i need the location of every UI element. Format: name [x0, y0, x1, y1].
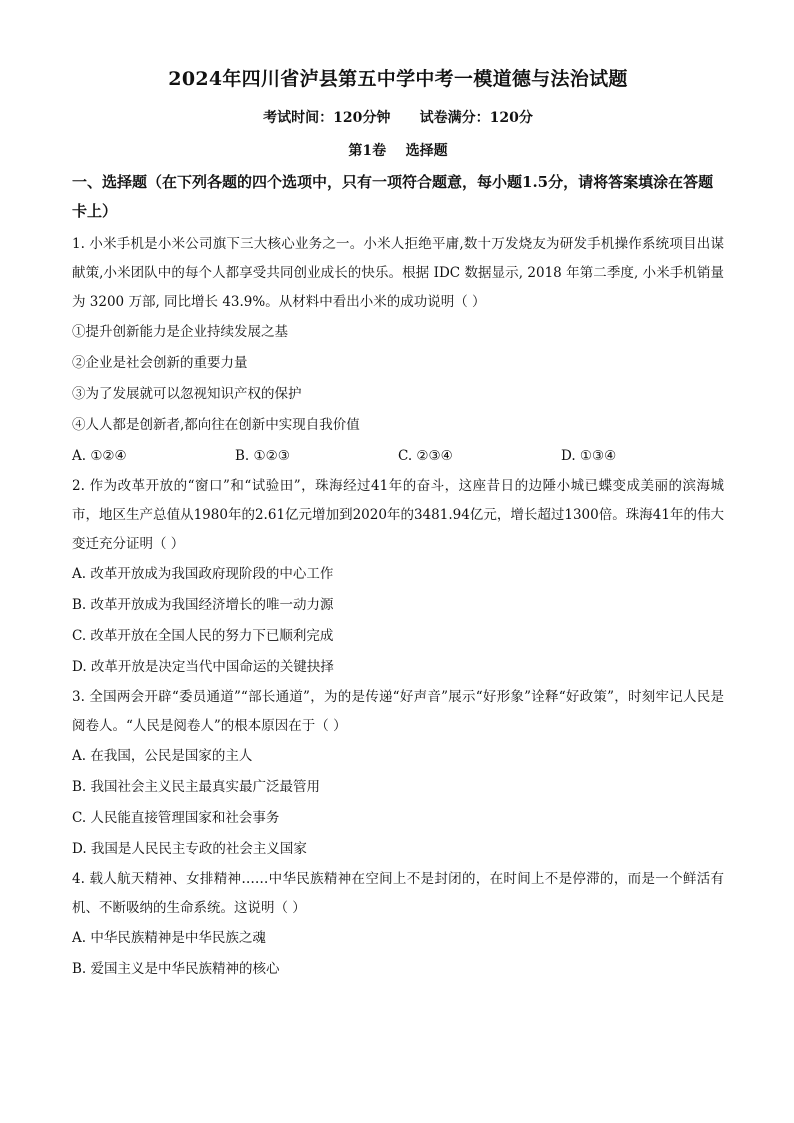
option-b: B. 改革开放成为我国经济增长的唯一动力源 — [72, 597, 334, 613]
question-stem: 2. 作为改革开放的“窗口”和“试验田”，珠海经过41年的奋斗，这座昔日的边陲小城已蝶变成美丽的滨海城市，地区生产总值从1980年的2.61亿元增加到2020年的3481.94亿元，增长超过1300倍。珠海41年的伟大变迁充分证明（ ） — [72, 478, 724, 552]
choice-a: A. ①②④ — [72, 448, 127, 464]
option-a: A. 在我国，公民是国家的主人 — [72, 748, 253, 764]
statement-item: ④人人都是创新者,都向往在创新中实现自我价值 — [72, 417, 360, 433]
question-stem: 1. 小米手机是小米公司旗下三大核心业务之一。小米人拒绝平庸,数十万发烧友为研发手机操作系统项目出谋献策,小米团队中的每个人都享受共同创业成长的快乐。根据 IDC 数据显示, 2018 年第二季度, 小米手机销量为 3200 万部, 同比增长 43.9%。从材料中看出小米的成功说明（ ） — [72, 236, 724, 310]
option-b: B. 爱国主义是中华民族精神的核心 — [72, 961, 280, 977]
question-stem: 4. 载人航天精神、女排精神……中华民族精神在空间上不是封闭的，在时间上不是停滞的，而是一个鲜活有机、不断吸纳的生命系统。这说明（ ） — [72, 871, 724, 916]
statement-item: ②企业是社会创新的重要力量 — [72, 355, 248, 371]
question-4 — [72, 865, 724, 985]
option-a: A. 中华民族精神是中华民族之魂 — [72, 930, 266, 946]
statement-item: ③为了发展就可以忽视知识产权的保护 — [72, 386, 302, 402]
question-2 — [72, 472, 724, 683]
option-a: A. 改革开放成为我国政府现阶段的中心工作 — [72, 566, 334, 582]
volume-heading: 第1卷 选择题 — [348, 143, 448, 159]
exam-meta: 考试时间：120分钟 试卷满分：120分 — [263, 110, 533, 126]
choice-d: D. ①③④ — [561, 448, 617, 464]
choice-c: C. ②③④ — [398, 448, 453, 464]
section-heading: 一、选择题（在下列各题的四个选项中，只有一项符合题意，每小题1.5分，请将答案填涂在答题卡上） — [72, 173, 714, 220]
question-stem: 3. 全国两会开辟“委员通道”“部长通道”，为的是传递“好声音”展示“好形象”诠释“好政策”，时刻牢记人民是阅卷人。“人民是阅卷人”的根本原因在于（ ） — [72, 689, 724, 734]
question-3 — [72, 683, 724, 865]
option-c: C. 人民能直接管理国家和社会事务 — [72, 810, 280, 826]
statement-item: ①提升创新能力是企业持续发展之基 — [72, 324, 288, 340]
answer-choices — [72, 441, 724, 472]
option-b: B. 我国社会主义民主最真实最广泛最管用 — [72, 779, 321, 795]
option-d: D. 改革开放是决定当代中国命运的关键抉择 — [72, 659, 334, 675]
option-d: D. 我国是人民民主专政的社会主义国家 — [72, 841, 307, 857]
option-c: C. 改革开放在全国人民的努力下已顺利完成 — [72, 628, 334, 644]
exam-title: 2024年四川省泸县第五中学中考一模道德与法治试题 — [168, 68, 628, 90]
exam-page — [72, 64, 724, 985]
question-1 — [72, 230, 724, 472]
choice-b: B. ①②③ — [235, 448, 290, 464]
